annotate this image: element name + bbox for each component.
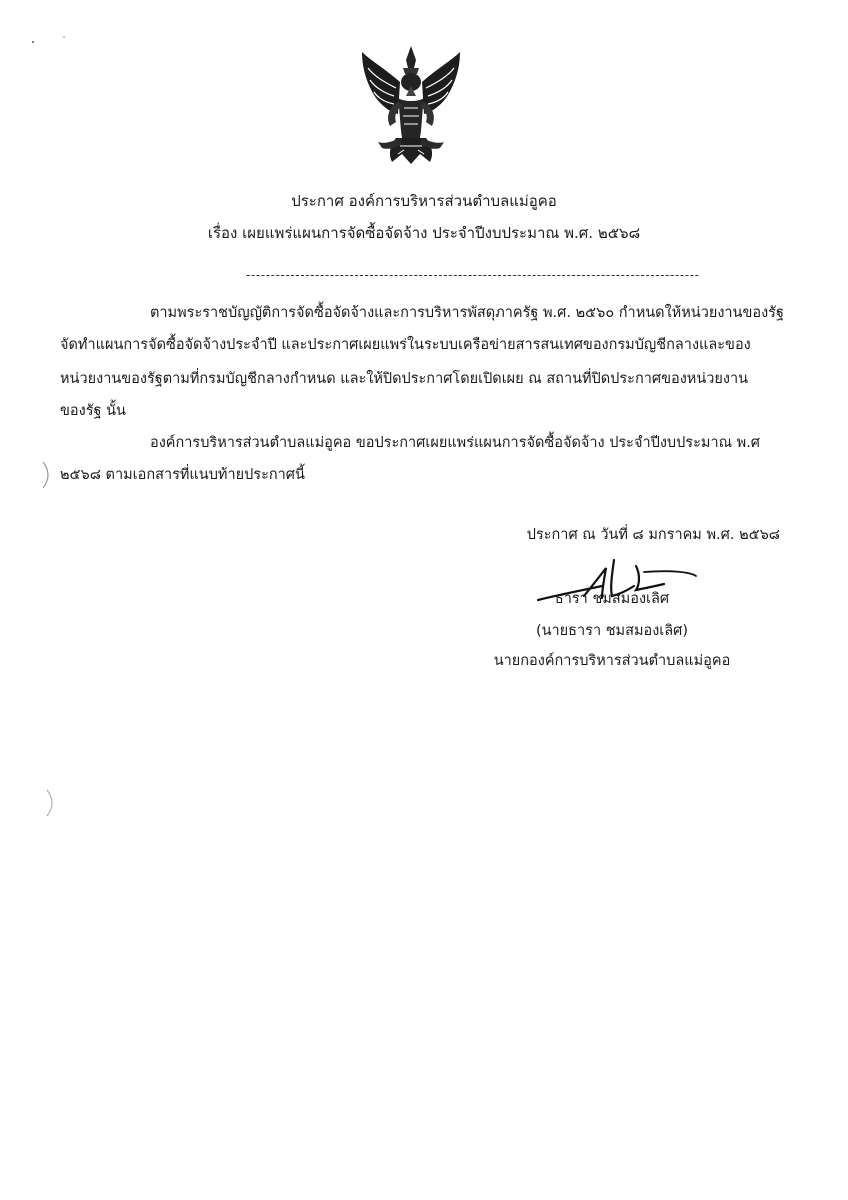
paragraph-2-line-1: องค์การบริหารส่วนตำบลแม่อูคอ ขอประกาศเผยแพร่แผนการจัดซื้อจัดจ้าง ประจำปีงบประมาณ พ.ศ (150, 435, 761, 451)
paragraph-1-line-2: จัดทำแผนการจัดซื้อจัดจ้างประจำปี และประกาศเผยแพร่ในระบบเครือข่ายสารสนเทศของกรมบัญชีกลางและของ (60, 337, 751, 353)
hole-punch-mark-bottom (44, 788, 60, 818)
scan-speck-mark (30, 34, 70, 46)
paragraph-1-line-4: ของรัฐ นั้น (60, 403, 126, 419)
announcement-title: ประกาศ องค์การบริหารส่วนตำบลแม่อูคอ (291, 192, 557, 210)
signer-position: นายกองค์การบริหารส่วนตำบลแม่อูคอ (493, 653, 731, 669)
paragraph-1-line-1: ตามพระราชบัญญัติการจัดซื้อจัดจ้างและการบริหารพัสดุภาครัฐ พ.ศ. ๒๕๖๐ กำหนดให้หน่วยงานของรัฐ (150, 305, 784, 321)
dashed-separator: -------------------------------------------------------------------------------------------- (246, 268, 700, 282)
announcement-subject: เรื่อง เผยแพร่แผนการจัดซื้อจัดจ้าง ประจำปีงบประมาณ พ.ศ. ๒๕๖๘ (207, 224, 641, 242)
signer-full-name: (นายธารา ชมสมองเลิศ) (535, 623, 689, 639)
announcement-date: ประกาศ ณ วันที่ ๘ มกราคม พ.ศ. ๒๕๖๘ (526, 527, 780, 543)
paragraph-1-line-3: หน่วยงานของรัฐตามที่กรมบัญชีกลางกำหนด และให้ปิดประกาศโดยเปิดเผย ณ สถานที่ปิดประกาศของหน่วยงาน (60, 371, 749, 387)
paragraph-2-line-2: ๒๕๖๘ ตามเอกสารที่แนบท้ายประกาศนี้ (60, 467, 305, 483)
signer-name: ธารา ชมสมองเลิศ (554, 591, 670, 607)
garuda-emblem-icon (356, 42, 466, 170)
hole-punch-mark-top (40, 460, 56, 490)
